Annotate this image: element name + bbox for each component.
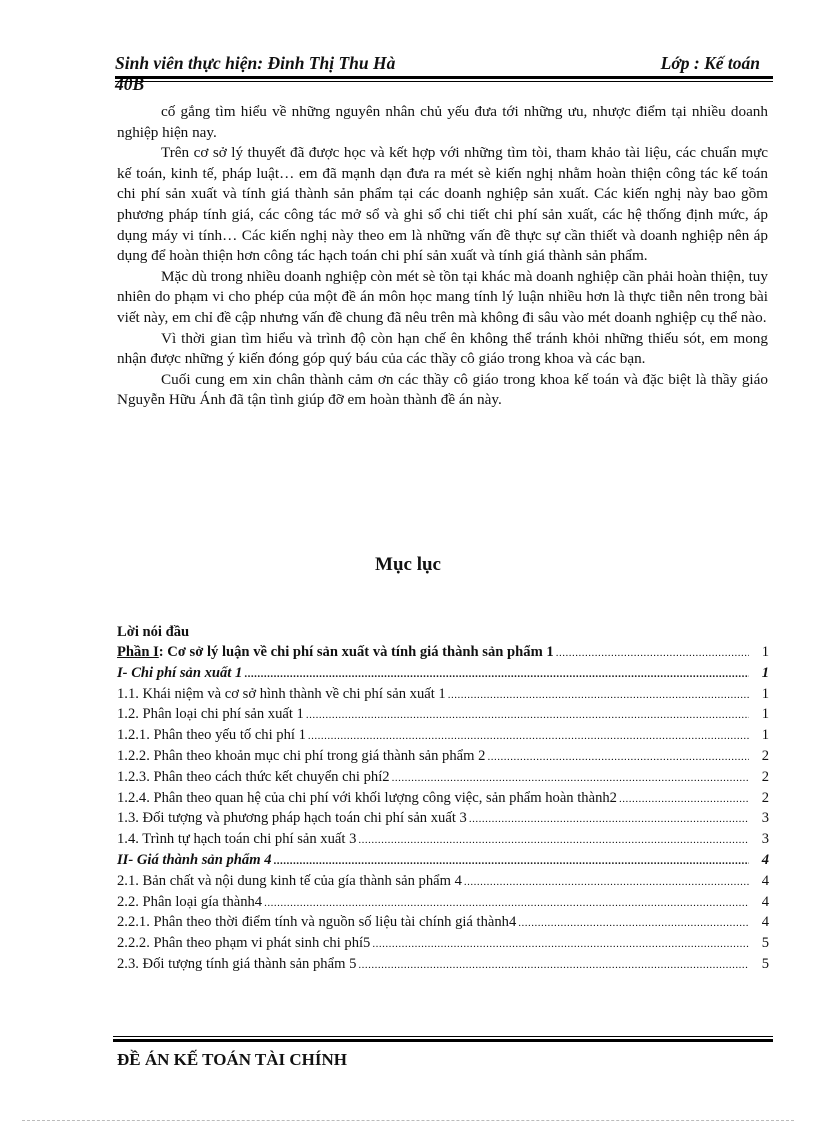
toc-part-label: Phần I	[117, 644, 159, 660]
toc-entry-text: 2.2. Phân loại gía thành4	[117, 893, 263, 910]
toc-entry-text: 1.2. Phân loại chi phí sản xuất 1	[117, 706, 304, 723]
toc-entry-text: 1.2.4. Phân theo quan hệ của chi phí với khối lượng công việc, sản phẩm hoàn thành2	[117, 789, 617, 806]
toc-leader	[469, 809, 749, 830]
toc-page-number: 1	[761, 727, 769, 744]
paragraph: cố gắng tìm hiểu về những nguyên nhân chủ yếu đưa tới những ưu, nhược điểm tại nhiều doanh nghiệp hiện nay.	[117, 103, 768, 141]
header-rule	[115, 76, 773, 82]
paragraph: Cuối cung em xin chân thành cảm ơn các thầy cô giáo trong khoa kế toán và đặc biệt là thầy giáo Nguyễn Hữu Ánh đã tận tình giúp đỡ em hoàn thành đề án này.	[117, 370, 768, 409]
toc-entry[interactable]	[117, 850, 769, 871]
toc-entry[interactable]	[117, 704, 769, 725]
toc-page-number: 4	[761, 851, 769, 868]
toc-leader	[448, 685, 749, 706]
toc-page-number: 2	[761, 789, 769, 806]
toc-leader	[518, 913, 749, 934]
toc-entry[interactable]	[117, 933, 769, 954]
toc-entry-text: 1.3. Đối tượng và phương pháp hạch toán chi phí sản xuất 3	[117, 810, 467, 827]
toc-entry[interactable]	[117, 912, 769, 933]
toc-leader	[392, 768, 749, 789]
toc-page-number: 1	[761, 706, 769, 723]
header-student-name: Sinh viên thực hiện: Đinh Thị Thu Hà	[115, 53, 396, 73]
toc-page-number: 4	[761, 914, 769, 931]
table-of-contents	[117, 622, 769, 975]
toc-page-number: 5	[761, 935, 769, 952]
toc-leader	[274, 851, 749, 872]
toc-entry[interactable]	[117, 767, 769, 788]
toc-entry-text: 2.1. Bản chất và nội dung kinh tế của gía thành sản phẩm 4	[117, 872, 462, 889]
toc-page-number: 4	[761, 893, 769, 910]
toc-leader	[358, 830, 749, 851]
toc-leader	[306, 705, 749, 726]
toc-part-title: : Cơ sở lý luận về chi phí sản xuất và tính giá thành sản phẩm 1	[158, 644, 554, 660]
page-break-line	[22, 1120, 794, 1121]
toc-page-number: 5	[761, 955, 769, 972]
toc-entry-text: 2.2.1. Phân theo thời điểm tính và nguồn số liệu tài chính giá thành4	[117, 914, 517, 931]
toc-entry[interactable]	[117, 663, 769, 684]
toc-leader	[487, 747, 749, 768]
paragraph: Mặc dù trong nhiều doanh nghiệp còn mét sè tồn tại khác mà doanh nghiệp cần phải hoàn thiện, tuy nhiên do phạm vi cho phép của một đề án môn học mang tính lý luận nhiều hơn là thực tiễn nên trong bài viết này, em chỉ đề cập nhưng vấn đề chung đã nêu trên mà không đi sâu vào mét doanh nghiệp cụ thể nào.	[117, 267, 768, 326]
toc-entry-text	[117, 642, 554, 663]
footer-rule	[113, 1036, 773, 1042]
toc-leader	[619, 789, 749, 810]
toc-page-number: 4	[761, 872, 769, 889]
toc-entry-text: 1.2.2. Phân theo khoản mục chi phí trong giá thành sản phẩm 2	[117, 747, 486, 764]
toc-leader	[264, 893, 749, 914]
body-text	[117, 102, 768, 411]
header-line	[115, 53, 760, 75]
toc-entry-text: I- Chi phí sản xuất 1	[117, 664, 243, 681]
toc-leader	[308, 726, 749, 747]
toc-entry[interactable]	[117, 829, 769, 850]
footer-title: ĐỀ ÁN KẾ TOÁN TÀI CHÍNH	[117, 1050, 348, 1069]
toc-entry-text: 1.4. Trình tự hạch toán chi phí sản xuất 3	[117, 831, 357, 848]
toc-entry-text: 1.2.1. Phân theo yếu tố chi phí 1	[117, 727, 306, 744]
toc-entry[interactable]	[117, 808, 769, 829]
paragraph: Trên cơ sở lý thuyết đã được học và kết hợp với những tìm tòi, tham khảo tài liệu, các chuẩn mực kế toán, kinh tế, pháp luật… em đã mạnh dạn đưa ra mét sè kiến nghị nhằm hoàn thiện công tác kế toán chi phí sản xuất và tính giá thành sản phẩm tại các doanh nghiệp sản xuất. Các kiến nghị này bao gồm phương pháp tính giá, các công tác mở sổ và ghi sổ chi tiết chi phí sản xuất, các hệ thống định mức, áp dụng máy vi tính… Các kiến nghị này theo em là những vấn đề thực sự cần thiết và doanh nghiệp nên áp dụng để hoàn thiện hơn công tác hạch toán chi phí sản xuất và tính giá thành sản phẩm.	[117, 144, 768, 265]
toc-page-number: 1	[761, 664, 769, 681]
toc-entry[interactable]	[117, 725, 769, 746]
toc-entry[interactable]	[117, 788, 769, 809]
toc-entry[interactable]	[117, 892, 769, 913]
toc-entry[interactable]	[117, 746, 769, 767]
toc-page-number: 3	[761, 831, 769, 848]
toc-preface: Lời nói đầu	[117, 624, 190, 640]
toc-leader	[556, 643, 749, 664]
header-class: Lớp : Kế toán	[660, 53, 760, 73]
toc-entry-text: 1.1. Khái niệm và cơ sở hình thành về chi phí sản xuất 1	[117, 685, 446, 702]
toc-title: Mục lục	[375, 554, 441, 575]
toc-entry[interactable]	[117, 954, 769, 975]
toc-entry-text: 2.2.2. Phân theo phạm vi phát sinh chi phí5	[117, 935, 371, 952]
toc-page-number: 3	[761, 810, 769, 827]
page-header	[115, 53, 760, 95]
toc-page-number: 2	[761, 747, 769, 764]
toc-leader	[372, 934, 749, 955]
toc-page-number: 2	[761, 768, 769, 785]
toc-entry-text: II- Giá thành sản phẩm 4	[117, 851, 272, 868]
toc-leader	[358, 955, 749, 976]
toc-entry[interactable]	[117, 871, 769, 892]
toc-page-number: 1	[761, 685, 769, 702]
toc-entry-part-1[interactable]	[117, 642, 769, 663]
toc-leader	[464, 872, 749, 893]
toc-entry-text: 2.3. Đối tượng tính giá thành sản phẩm 5	[117, 955, 357, 972]
toc-entry-text: 1.2.3. Phân theo cách thức kết chuyển chi phí2	[117, 768, 390, 785]
toc-entry[interactable]	[117, 684, 769, 705]
toc-page-number: 1	[761, 644, 769, 660]
paragraph: Vì thời gian tìm hiểu và trình độ còn hạn chế ên không thể tránh khỏi những thiếu sót, em mong nhận được những ý kiến đóng góp quý báu của các thầy cô giáo trong khoa và các bạn.	[117, 329, 768, 368]
header-class-continued: 40B	[115, 74, 145, 94]
toc-leader	[244, 664, 749, 685]
